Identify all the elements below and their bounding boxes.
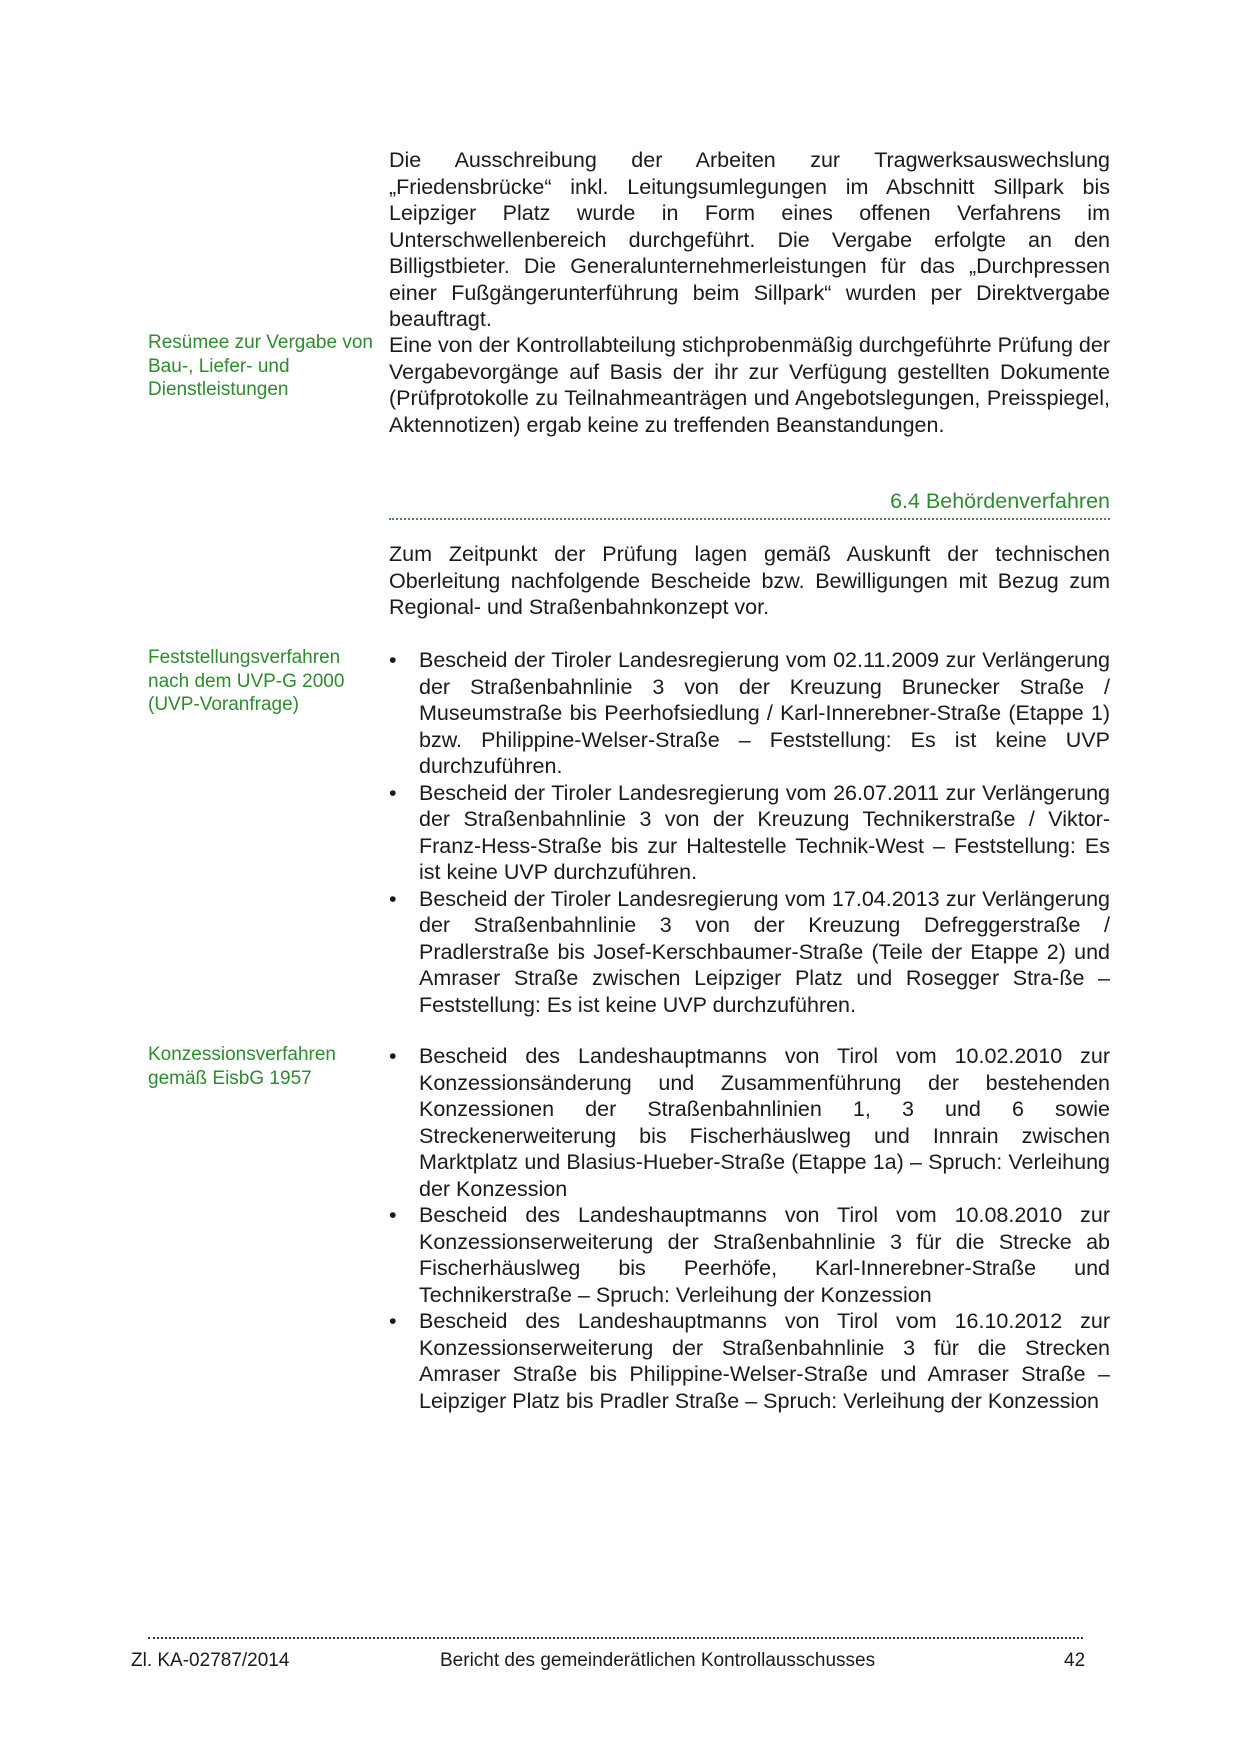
sidenote-resuemee-vergabe: Resümee zur Vergabe von Bau-, Liefer- und Dienstleistungen	[148, 332, 373, 400]
list-item: • Bescheid der Tiroler Landesregierung vom 02.11.2009 zur Verlängerung der Straßenbahnlinie 3 von der Kreuzung Brunecker Straße / Museumstraße bis Peerhofsiedlung / Karl-Innerebner-Straße (Etappe 1) bzw. Philippine-Welser-Straße – Feststellung: Es ist keine UVP durchzuführen.	[389, 647, 1110, 780]
list-item: • Bescheid des Landeshauptmanns von Tirol vom 10.02.2010 zur Konzessionsänderung und Zusammenführung der bestehenden Konzessionen der Straßenbahnlinien 1, 3 und 6 sowie Streckenerweiterung bis Fischerhäuslweg und Innrain zwischen Marktplatz und Blasius-Hueber-Straße (Etappe 1a) – Spruch: Verleihung der Konzession	[389, 1043, 1110, 1202]
sidenote-konzessionsverfahren: Konzessionsverfahren gemäß EisbG 1957	[148, 1044, 336, 1089]
konzession-bescheide-list	[389, 1043, 1110, 1414]
section-divider	[389, 518, 1110, 520]
paragraph-pruefung-vergabe: Eine von der Kontrollabteilung stichprobenmäßig durchgeführte Prüfung der Vergabevorgänge auf Basis der ihr zur Verfügung gestellten Dokumente (Prüfprotokolle zu Teilnahmeanträgen und Angebotslegungen, Preisspiegel, Aktennotizen) ergab keine zu treffenden Beanstandungen.	[389, 333, 1110, 437]
list-item: • Bescheid des Landeshauptmanns von Tirol vom 16.10.2012 zur Konzessionserweiterung der Straßenbahnlinie 3 für die Strecken Amraser Straße bis Philippine-Welser-Straße und Amraser Straße – Leipziger Platz bis Pradler Straße – Spruch: Verleihung der Konzession	[389, 1308, 1110, 1414]
footer-divider	[148, 1637, 1083, 1639]
page-number: 42	[1064, 1650, 1086, 1671]
list-item: • Bescheid der Tiroler Landesregierung vom 26.07.2011 zur Verlängerung der Straßenbahnlinie 3 von der Kreuzung Technikerstraße / Viktor-Franz-Hess-Straße bis zur Haltestelle Technik-West – Feststellung: Es ist keine UVP durchzuführen.	[389, 780, 1110, 886]
uvp-bescheide-list	[389, 647, 1110, 1018]
section-heading-behoerdenverfahren: 6.4 Behördenverfahren	[890, 489, 1110, 513]
footer-reference: Zl. KA-02787/2014	[131, 1650, 290, 1671]
footer-title: Bericht des gemeinderätlichen Kontrollausschusses	[440, 1650, 876, 1671]
paragraph-ausschreibung: Die Ausschreibung der Arbeiten zur Tragwerksauswechslung „Friedensbrücke“ inkl. Leitungsumlegungen im Abschnitt Sillpark bis Leipziger Platz wurde in Form eines offenen Verfahrens im Unterschwellenbereich durchgeführt. Die Vergabe erfolgte an den Billigstbieter. Die Generalunternehmerleistungen für das „Durchpressen einer Fußgängerunterführung beim Sillpark“ wurden per Direktvergabe beauftragt.	[389, 148, 1110, 331]
paragraph-zeitpunkt-pruefung: Zum Zeitpunkt der Prüfung lagen gemäß Auskunft der technischen Oberleitung nachfolgende Bescheide bzw. Bewilligungen mit Bezug zum Regional- und Straßenbahnkonzept vor.	[389, 542, 1110, 619]
list-item: • Bescheid der Tiroler Landesregierung vom 17.04.2013 zur Verlängerung der Straßenbahnlinie 3 von der Kreuzung Defreggerstraße / Pradlerstraße bis Josef-Kerschbaumer-Straße (Teile der Etappe 2) und Amraser Straße zwischen Leipziger Platz und Rosegger Stra-ße – Feststellung: Es ist keine UVP durchzuführen.	[389, 886, 1110, 1019]
sidenote-feststellungsverfahren: Feststellungsverfahren nach dem UVP-G 2000 (UVP-Voranfrage)	[148, 647, 345, 715]
list-item: • Bescheid des Landeshauptmanns von Tirol vom 10.08.2010 zur Konzessionserweiterung der Straßenbahnlinie 3 für die Strecke ab Fischerhäuslweg bis Peerhöfe, Karl-Innerebner-Straße und Technikerstraße – Spruch: Verleihung der Konzession	[389, 1202, 1110, 1308]
